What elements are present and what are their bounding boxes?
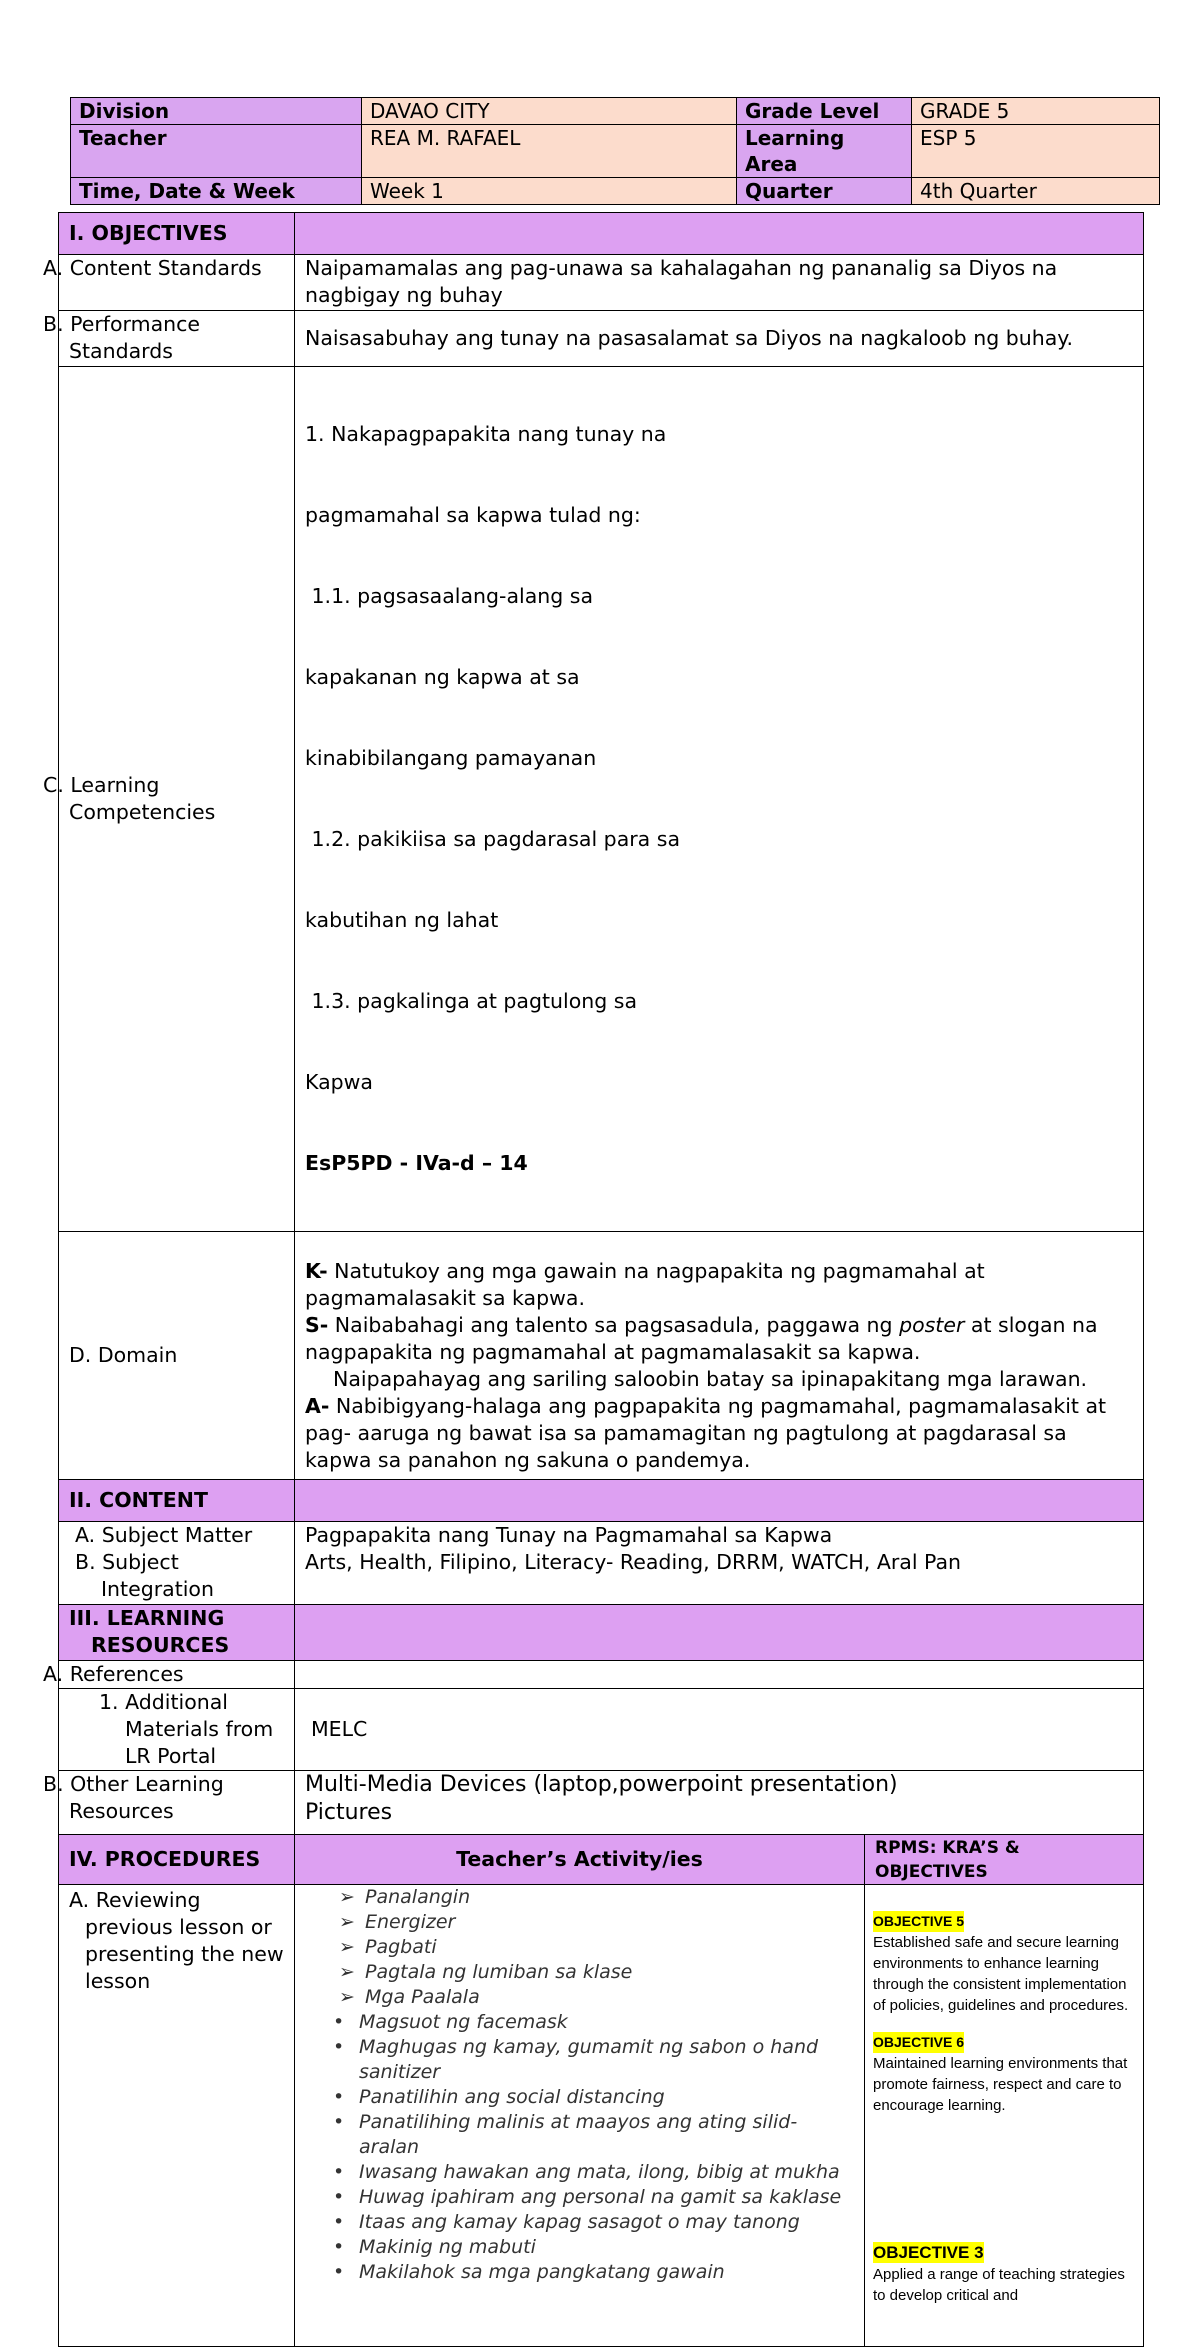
content-title: II. CONTENT (59, 1480, 295, 1522)
domain-k-text: Natutukoy ang mga gawain na nagpapakita ng pagmamahal at pagmamalasakit sa kapwa. (305, 1259, 985, 1310)
lesson-plan-table (43, 212, 1144, 2347)
competency-line: 1.3. pagkalinga at pagtulong sa (305, 989, 638, 1013)
content-standards-label: A. Content Standards (59, 255, 295, 311)
competency-line: kinabibilangang pamayanan (305, 746, 597, 770)
objective-6-text: Maintained learning environments that promote fairness, respect and care to encourage learning. (873, 2055, 1128, 2114)
objective-6-tag: OBJECTIVE 6 (873, 2032, 964, 2053)
list-item: ➢ Pagtala ng lumiban sa klase (295, 1960, 854, 1985)
content-title-fill (295, 1480, 1144, 1522)
domain-skill-2: Naipapahayag ang sariling saloobin batay sa ipinapakitang mga larawan. (333, 1367, 1088, 1391)
subject-matter-text: Pagpapakita nang Tunay na Pagmamahal sa Kapwa (305, 1523, 833, 1547)
content-standards-text: Naipamamalas ang pag-unawa sa kahalagahan ng pananalig sa Diyos na nagbigay ng buhay (295, 255, 1144, 311)
grade-label: Grade Level (737, 98, 912, 125)
domain-a-text: Nabibigyang-halaga ang pagpapakita ng pagmamahal, pagmamalasakit at pag- aaruga ng bawat isa sa pamamagitan ng pagtulong at pagdarasal sa kapwa sa panahon ng sakuna o pandemya. (305, 1394, 1107, 1472)
teacher-value: REA M. RAFAEL (362, 125, 737, 178)
objective-5-text: Established safe and secure learning environments to enhance learning through the consistent implementation of policies, guidelines and procedures. (873, 1934, 1129, 2014)
competency-line: Kapwa (305, 1070, 373, 1094)
learning-area-value: ESP 5 (912, 125, 1160, 178)
list-item: ➢ Panalangin (295, 1885, 854, 1910)
other-resources-cell (295, 1771, 1144, 1835)
division-label: Division (71, 98, 362, 125)
objective-3-text: Applied a range of teaching strategies to develop critical and (873, 2266, 1125, 2304)
learning-area-label: Learning Area (737, 125, 912, 178)
additional-materials-label: 1. Additional Materials from LR Portal (59, 1689, 295, 1771)
objective-3-tag: OBJECTIVE 3 (873, 2243, 984, 2262)
domain-s-prefix: S- (305, 1313, 329, 1337)
domain-label: D. Domain (59, 1232, 295, 1480)
list-item: • Panatilihing malinis at maayos ang ating silid-aralan (295, 2110, 854, 2160)
list-item: • Magsuot ng facemask (295, 2010, 854, 2035)
domain-cell (295, 1232, 1144, 1480)
list-item: • Itaas ang kamay kapag sasagot o may tanong (295, 2210, 854, 2235)
subject-integration-label: B. Subject Integration (75, 1550, 214, 1601)
procedures-title: IV. PROCEDURES (59, 1835, 295, 1885)
competency-code: EsP5PD - IVa-d – 14 (305, 1151, 528, 1175)
objective-5-tag: OBJECTIVE 5 (873, 1911, 964, 1932)
list-item: • Panatilihin ang social distancing (295, 2085, 854, 2110)
activities-header: Teacher’s Activity/ies (295, 1835, 865, 1885)
objectives-title: I. OBJECTIVES (59, 213, 295, 255)
quarter-label: Quarter (737, 178, 912, 205)
domain-s-italic: poster (899, 1313, 965, 1337)
competency-line: 1. Nakapagpapakita nang tunay na (305, 422, 667, 446)
rpms-cell (865, 1885, 1144, 2347)
other-resources-line: Multi-Media Devices (laptop,powerpoint presentation) (305, 1772, 898, 1797)
subject-integration-text: Arts, Health, Filipino, Literacy- Reading, DRRM, WATCH, Aral Pan (305, 1550, 962, 1574)
rpms-header: RPMS: KRA’S & OBJECTIVES (865, 1835, 1144, 1885)
competency-line: kabutihan ng lahat (305, 908, 499, 932)
content-values-cell (295, 1522, 1144, 1605)
time-value: Week 1 (362, 178, 737, 205)
list-item: • Huwag ipahiram ang personal na gamit sa kaklase (295, 2185, 854, 2210)
list-item: • Makilahok sa mga pangkatang gawain (295, 2260, 854, 2285)
resources-title: III. LEARNING RESOURCES (59, 1605, 295, 1661)
competency-line: 1.2. pakikiisa sa pagdarasal para sa (305, 827, 681, 851)
performance-standards-label: B. Performance Standards (59, 311, 295, 367)
list-item: ➢ Mga Paalala (295, 1985, 854, 2010)
references-label: A. References (59, 1661, 295, 1689)
domain-skill (305, 1312, 1133, 1366)
header-table (70, 97, 1160, 205)
time-label: Time, Date & Week (71, 178, 362, 205)
performance-standards-text: Naisasabuhay ang tunay na pasasalamat sa Diyos na nagkaloob ng buhay. (295, 311, 1144, 367)
list-item: • Makinig ng mabuti (295, 2235, 854, 2260)
resources-title-fill (295, 1605, 1144, 1661)
other-resources-line: Pictures (305, 1800, 393, 1825)
grade-value: GRADE 5 (912, 98, 1160, 125)
domain-s-text-b: at slogan na nagpapakita ng pagmamahal at pagmamalasakit sa kapwa. (305, 1313, 1098, 1364)
competencies-label: C. Learning Competencies (59, 367, 295, 1232)
additional-materials-value: MELC (295, 1689, 1144, 1771)
domain-k-prefix: K- (305, 1259, 328, 1283)
domain-attitude (305, 1393, 1133, 1474)
teacher-label: Teacher (71, 125, 362, 178)
review-label: A. Reviewing previous lesson or presenting the new lesson (59, 1885, 295, 2347)
objectives-title-fill (295, 213, 1144, 255)
competency-line: pagmamahal sa kapwa tulad ng: (305, 503, 641, 527)
list-item: • Iwasang hawakan ang mata, ilong, bibig at mukha (295, 2160, 854, 2185)
competencies-cell (295, 367, 1144, 1232)
domain-knowledge (305, 1258, 1133, 1312)
competency-line: 1.1. pagsasaalang-alang sa (305, 584, 594, 608)
list-item: ➢ Energizer (295, 1910, 854, 1935)
competency-line: kapakanan ng kapwa at sa (305, 665, 580, 689)
activities-list (295, 1885, 854, 2285)
references-value (295, 1661, 1144, 1689)
domain-a-prefix: A- (305, 1394, 330, 1418)
other-resources-label: B. Other Learning Resources (59, 1771, 295, 1835)
division-value: DAVAO CITY (362, 98, 737, 125)
activities-cell (295, 1885, 865, 2347)
subject-matter-label: A. Subject Matter (75, 1523, 253, 1547)
list-item: • Maghugas ng kamay, gumamit ng sabon o hand sanitizer (295, 2035, 854, 2085)
domain-s-text-a: Naibabahagi ang talento sa pagsasadula, paggawa ng (328, 1313, 900, 1337)
list-item: ➢ Pagbati (295, 1935, 854, 1960)
quarter-value: 4th Quarter (912, 178, 1160, 205)
content-labels-cell (59, 1522, 295, 1605)
